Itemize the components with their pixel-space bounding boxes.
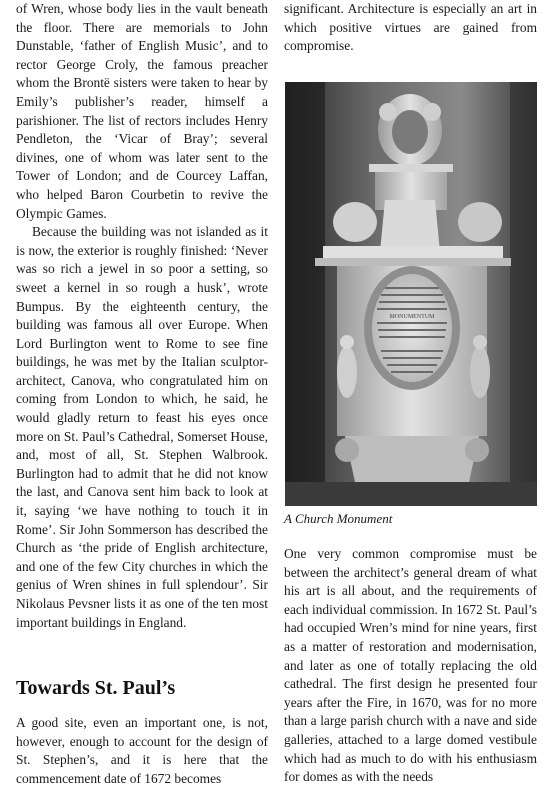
inscription-text: MONUMENTUM bbox=[389, 314, 435, 320]
paragraph: of Wren, whose body lies in the vault beneath the floor. There are memorials to John Dunstable, ‘father of English Music’, and to rector George Croly, the famous preacher whom the Brontë sisters were taken to hear by Emily’s publisher’s reader, himself a parishioner. The list of rectors includes Henry Pendleton, the ‘Vicar of Bray’; several divines, one of whom was later sent to the Tower of London; and de Courcey Laffan, who helped Baron Courbetin to revive the Olympic Games. bbox=[16, 1, 268, 221]
right-column-bottom bbox=[284, 545, 537, 787]
left-column bbox=[16, 0, 268, 789]
paragraph: One very common compromise must be between the architect’s general dream of what his art is all about, and the requirements of each individual commission. In 1672 St. Paul’s had occupied Wren’s mind for nine years, first as a matter of restoration and modernisation, and later as one of totally replacing the old cathedral. The first design he presented four years after the Fire, in 1670, was for no more than a large parish church with a nave and side galleries, attached to a large domed vestibule which had as much to do with his enthusiasm for domes as with the needs bbox=[284, 546, 537, 785]
section-heading: Towards St. Paul’s bbox=[16, 677, 176, 700]
paragraph: Because the building was not islanded as it is now, the exterior is roughly finished: ‘Never was so rich a jewel in so poor a setting, so sweet a kernel in so rough a husk’, wrote Bumpus. By the eighteenth century, the building was famous all over Europe. When Lord Burlington went to Rome to see fine buildings, he was met by the Italian sculptor-architect, Canova, who congratulated him on coming from London to which, he said, he would gladly return to feast his eyes once more on St. Paul’s Cathedral, Somerset House, and, most of all, St. Stephen Walbrook. Burlington had to admit that he did not know the last, and Canova sent him back to look at it, saying ‘we have nothing to touch it in Rome’. Sir John Sommerson has described the Church as ‘the pride of English architecture, and one of the few City churches in which the genius of Wren shines in full splendour’. Sir Nikolaus Pevsner lists it as one of the ten most important buildings in England. bbox=[16, 224, 268, 630]
paragraph: A good site, even an important one, is not, however, enough to account for the design of St. Stephen’s, and it is here that the commencement date of 1672 becomes bbox=[16, 715, 268, 786]
paragraph: significant. Architecture is especially an art in which positive virtues are gained from compromise. bbox=[284, 1, 537, 54]
church-monument-photo bbox=[285, 82, 537, 506]
figure-caption: A Church Monument bbox=[284, 511, 393, 526]
right-column-top bbox=[284, 0, 537, 56]
